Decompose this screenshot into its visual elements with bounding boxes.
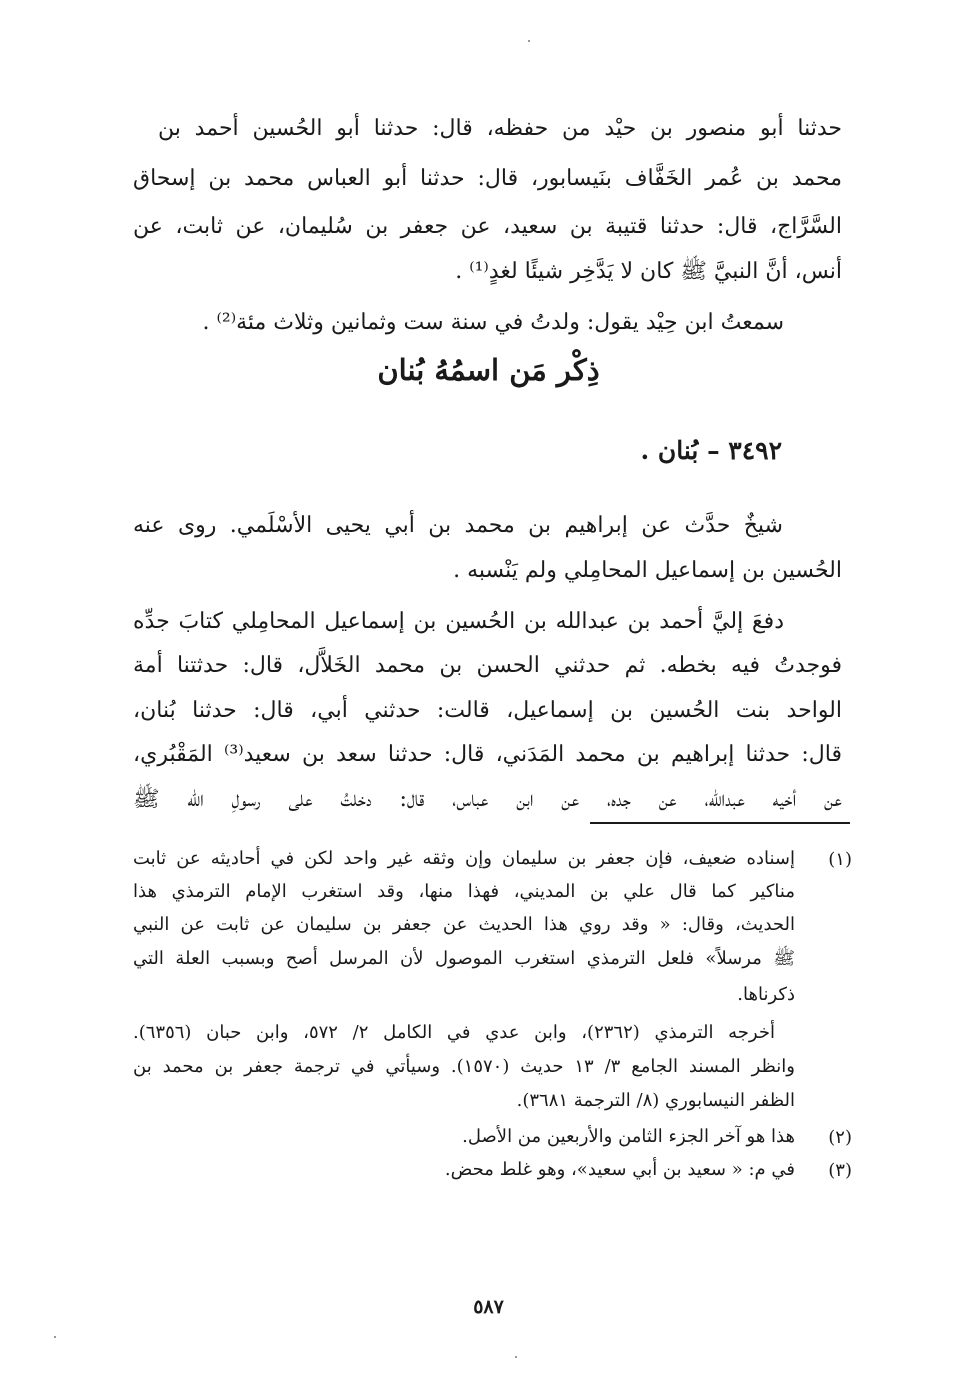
footnote-line: هذا هو آخر الجزء الثامن والأربعين من الأصل.	[462, 1126, 795, 1147]
footnote-line: في م: « سعيد بن أبي سعيد»، وهو غلط محض.	[444, 1159, 795, 1180]
footnote-line: ذكرناها.	[737, 984, 795, 1005]
page-number: ٥٨٧	[473, 1296, 504, 1318]
entry-line: فوجدتُ فيه بخطه. ثم حدثني الحسن بن محمد الخَلاَّل، قال: حدثتنا أمة	[133, 653, 842, 678]
footnote-line: ﷺ مرسلاً» فلعل الترمذي استغرب الموصول لأن المرسل أصح وبسبب العلة التي	[133, 948, 795, 969]
footnote-line: الحديث، وقال: « وقد روي هذا الحديث عن جعفر بن سليمان عن ثابت عن النبي	[133, 914, 795, 935]
body-line: أنس، أنَّ النبيَّ ﷺ كان لا يَدَّخِر شيئًا لغدٍ⁽¹⁾ .	[455, 259, 842, 284]
body-line: حدثنا أبو منصور بن حيْد من حفظه، قال: حدثنا أبو الحُسين أحمد بن	[158, 116, 842, 141]
body-line: السَّرَّاج، قال: حدثنا قتيبة بن سعيد، عن جعفر بن سُليمان، عن ثابت، عن	[133, 214, 842, 239]
footnote-number: (٣)	[828, 1160, 852, 1181]
scan-speck	[515, 1356, 517, 1358]
footnote-number: (٢)	[828, 1127, 852, 1148]
entry-line: عن أخيه عبدالله، عن جده، عن ابن عباس، قال: دخلتُ على رسولِ الله ﷺ	[133, 787, 842, 812]
entry-line: شيخٌ حدَّث عن إبراهيم بن محمد بن أبي يحيى الأسْلَمي. روى عنه	[133, 513, 783, 538]
scan-speck	[54, 1336, 56, 1338]
entry-line: دفعَ إليَّ أحمد بن عبدالله بن الحُسين بن إسماعيل المحامِلي كتابَ جدِّه	[133, 609, 784, 634]
entry-line: الواحد بنت الحُسين بن إسماعيل، قالت: حدثني أبي، قال: حدثنا بُنان،	[133, 698, 842, 723]
body-line: سمعتُ ابن حِيْد يقول: ولدتُ في سنة ست وثمانين وثلاث مئة⁽²⁾ .	[202, 310, 784, 335]
footnote-line: وانظر المسند الجامع ٣/ ١٣ حديث (١٥٧٠). وسيأتي في ترجمة جعفر بن محمد بن	[133, 1056, 795, 1077]
entry-title: ٣٤٩٢ – بُنان .	[640, 436, 782, 465]
footnote-line: أخرجه الترمذي (٢٣٦٢)، وابن عدي في الكامل ٢/ ٥٧٢، وابن حبان (٦٣٥٦).	[133, 1022, 775, 1043]
body-line: محمد بن عُمر الخَفَّاف بنَيسابور، قال: حدثنا أبو العباس محمد بن إسحاق	[133, 166, 842, 191]
footnote-line: مناكير كما قال علي بن المديني، فهذا منها، وقد استغرب الإمام الترمذي هذا	[133, 881, 795, 902]
footnote-separator	[590, 822, 850, 824]
entry-line: قال: حدثنا إبراهيم بن محمد المَدَني، قال: حدثنا سعد بن سعيد⁽³⁾ المَقْبُري،	[133, 742, 842, 767]
entry-line: الحُسين بن إسماعيل المحامِلي ولم يَنْسبه .	[453, 558, 842, 583]
footnote-number: (١)	[828, 849, 852, 870]
scan-speck	[528, 40, 530, 42]
footnote-line: إسناده ضعيف، فإن جعفر بن سليمان وإن وثقه غير واحد لكن في أحاديثه عن ثابت	[133, 848, 795, 869]
footnote-line: الظفر النيسابوري (٨/ الترجمة ٣٦٨١).	[516, 1090, 795, 1111]
section-heading: ذِكْر مَن اسمُهُ بُنان	[377, 353, 600, 387]
